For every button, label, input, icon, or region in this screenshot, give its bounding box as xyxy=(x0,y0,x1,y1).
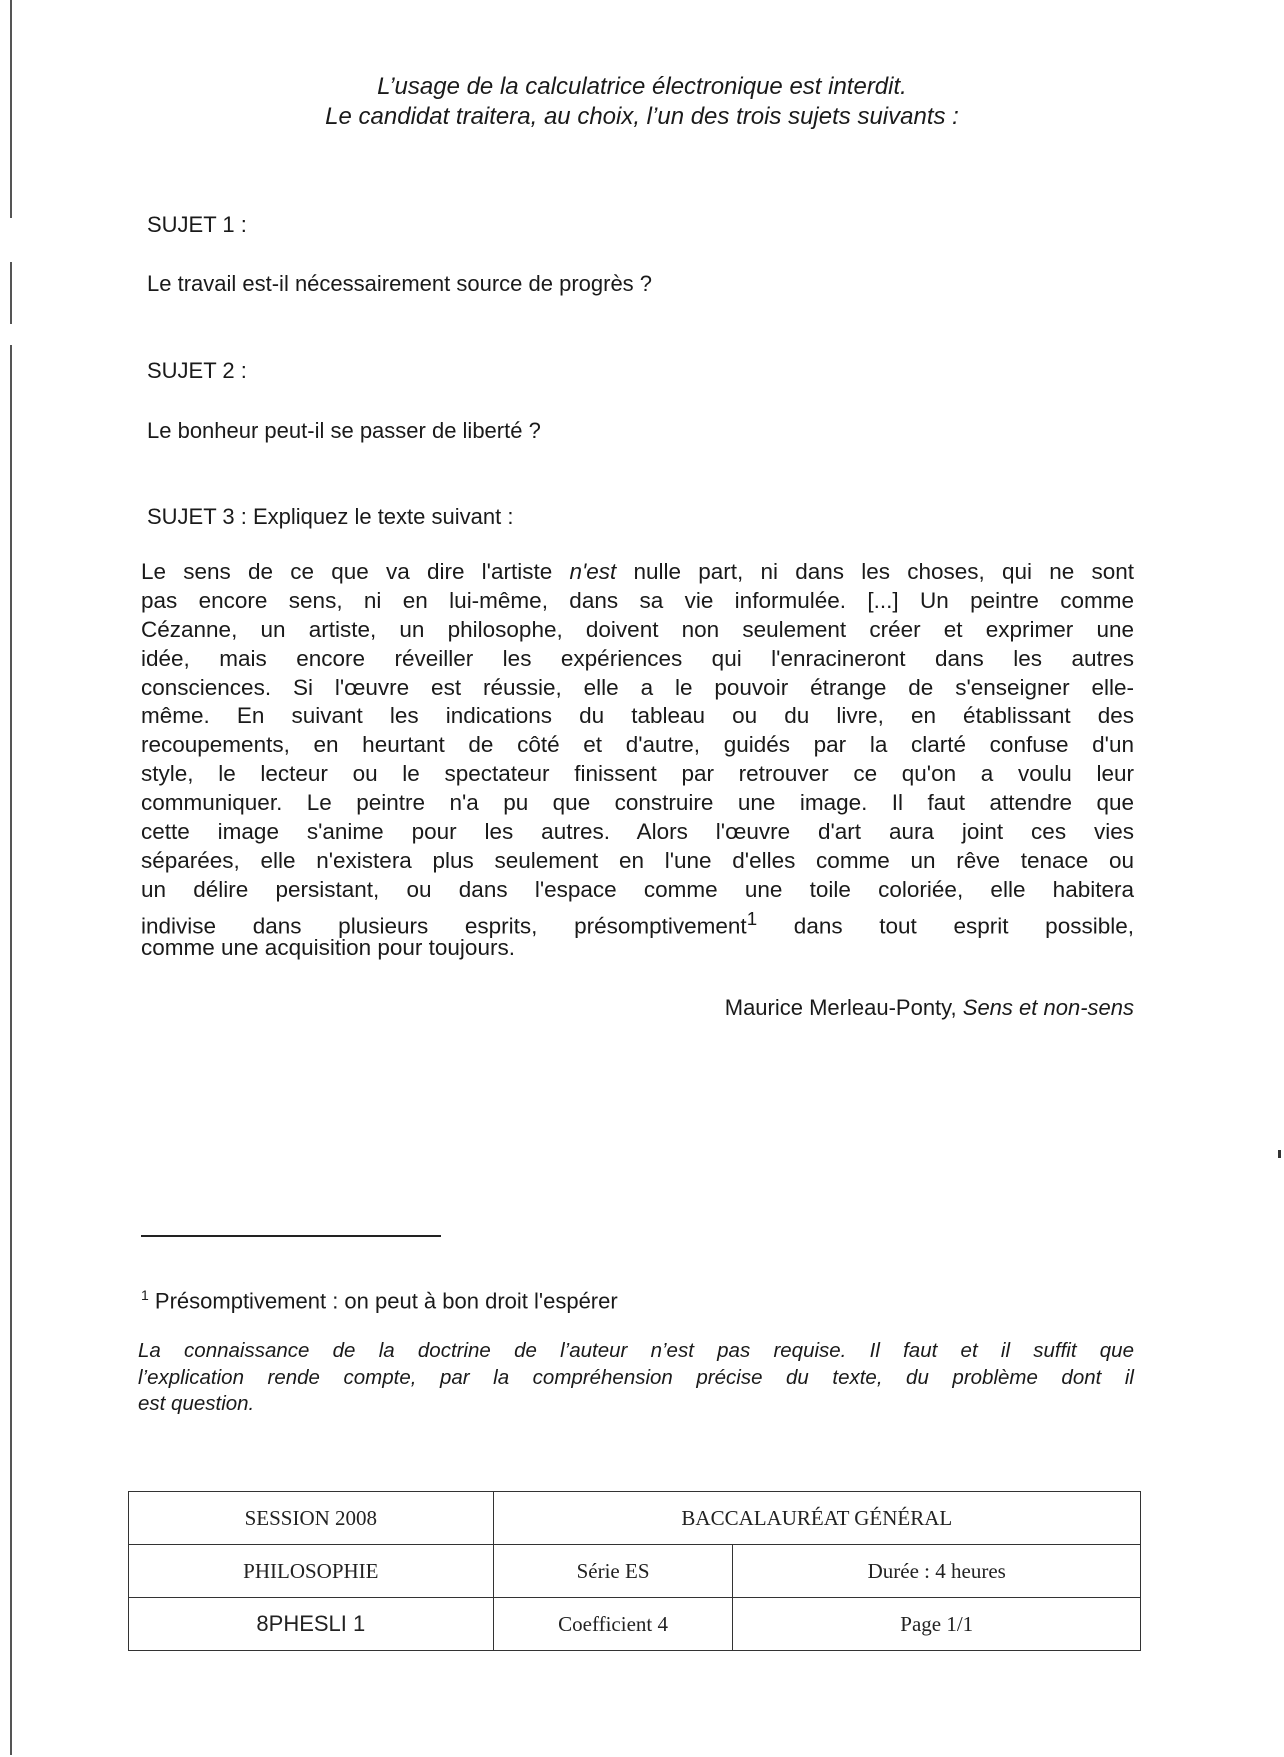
exam-name-cell: BACCALAURÉAT GÉNÉRAL xyxy=(493,1492,1140,1545)
explanation-instruction xyxy=(138,1338,1134,1418)
passage-line: cette image s'anime pour les autres. Alors l'œuvre d'art aura joint ces vies xyxy=(141,819,1134,845)
passage-line: comme une acquisition pour toujours. xyxy=(141,934,515,960)
page-number-cell: Page 1/1 xyxy=(733,1598,1141,1651)
footnote-divider xyxy=(141,1235,441,1237)
passage-line: séparées, elle n'existera plus seulement en l'une d'elles comme un rêve tenace ou xyxy=(141,847,1134,873)
exam-info-table xyxy=(128,1491,1141,1651)
passage-line: un délire persistant, ou dans l'espace comme une toile coloriée, elle habitera xyxy=(141,876,1134,902)
passage-line: indivise dans plusieurs esprits, présomptivement$^1$ dans tout esprit possible, xyxy=(141,907,1134,939)
scan-border-mark xyxy=(10,345,12,1755)
duration-cell: Durée : 4 heures xyxy=(733,1545,1141,1598)
session-cell: SESSION 2008 xyxy=(129,1492,494,1545)
subject-cell: PHILOSOPHIE xyxy=(129,1545,494,1598)
passage-line: pas encore sens, ni en lui-même, dans sa vie informulée. [...] Un peintre comme xyxy=(141,587,1134,613)
subject-3-label: SUJET 3 : Expliquez le texte suivant : xyxy=(147,504,514,529)
footnote-text: Présomptivement : on peut à bon droit l'espérer xyxy=(148,1288,618,1314)
instruction-line: est question. xyxy=(138,1392,255,1415)
scan-speck xyxy=(1278,1150,1281,1158)
subject-2-question: Le bonheur peut-il se passer de liberté ? xyxy=(147,418,541,443)
text-passage xyxy=(141,558,1134,962)
series-cell: Série ES xyxy=(493,1545,733,1598)
choice-notice: Le candidat traitera, au choix, l’un des trois sujets suivants : xyxy=(325,103,959,130)
subject-1-question: Le travail est-il nécessairement source de progrès ? xyxy=(147,271,653,296)
coefficient-cell: Coefficient 4 xyxy=(493,1598,733,1651)
table-row xyxy=(129,1545,1141,1598)
passage-line: communiquer. Le peintre n'a pu que construire une image. Il faut attendre que xyxy=(141,790,1134,816)
exam-code-cell: 8PHESLI 1 xyxy=(129,1598,494,1651)
passage-line: même. En suivant les indications du tableau ou du livre, en établissant des xyxy=(141,703,1134,729)
subject-1-label: SUJET 1 : xyxy=(147,212,247,237)
footnote-marker: 1 xyxy=(141,1287,149,1303)
passage-line: Le sens de ce que va dire l'artiste n'est nulle part, ni dans les choses, qui ne sont xyxy=(141,559,1134,584)
source-attribution xyxy=(725,994,1134,1022)
footnote-ref: 1 xyxy=(746,907,758,929)
subject-2-label: SUJET 2 : xyxy=(147,358,247,383)
instruction-line: La connaissance de la doctrine de l’auteur n’est pas requise. Il faut et il suffit que xyxy=(138,1339,1134,1362)
footnote xyxy=(141,1281,618,1315)
passage-line: recoupements, en heurtant de côté et d'autre, guidés par la clarté confuse d'un xyxy=(141,732,1134,758)
passage-line: style, le lecteur ou le spectateur finissent par retrouver ce qu'on a voulu leur xyxy=(141,761,1134,787)
scan-border-mark xyxy=(10,262,12,324)
emphasis: n'est xyxy=(569,559,617,584)
table-row xyxy=(129,1598,1141,1651)
work-title: Sens et non-sens xyxy=(962,995,1134,1020)
passage-line: Cézanne, un artiste, un philosophe, doivent non seulement créer et exprimer une xyxy=(141,616,1134,642)
passage-line: consciences. Si l'œuvre est réussie, elle a le pouvoir étrange de s'enseigner elle- xyxy=(141,674,1134,700)
instruction-line: l’explication rende compte, par la compréhension précise du texte, du problème dont il xyxy=(138,1365,1134,1389)
calculator-notice: L’usage de la calculatrice électronique est interdit. xyxy=(377,73,907,100)
table-row xyxy=(129,1492,1141,1545)
author-name: Maurice Merleau-Ponty, xyxy=(724,995,963,1020)
passage-line: idée, mais encore réveiller les expériences qui l'enracineront dans les autres xyxy=(141,645,1134,671)
exam-instructions-header xyxy=(0,72,1284,132)
